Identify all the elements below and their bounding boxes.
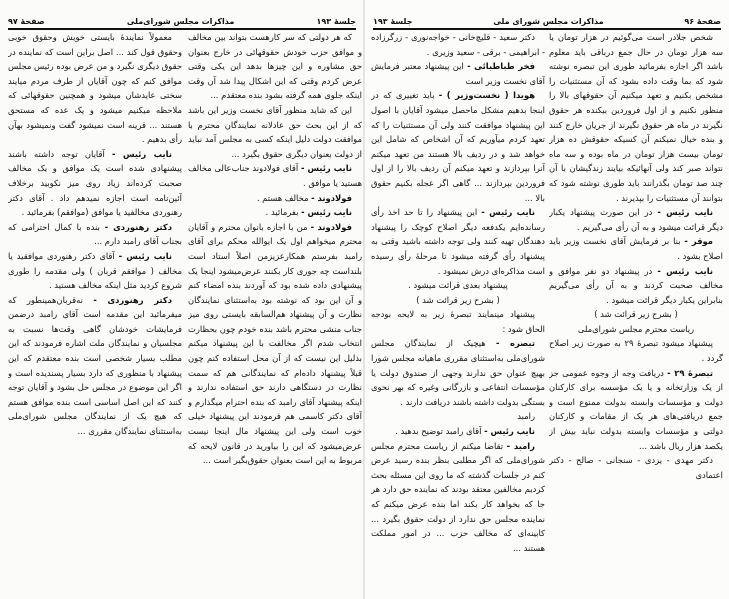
speaker-name: فخر طباطبائی - bbox=[467, 61, 535, 72]
paragraph-text: در این صورت پیشنهاد یکبار دیگر قرائت میشود و به آن رأی می‌گیریم . bbox=[549, 207, 723, 232]
paragraph-text: ریاست محترم مجلس شورای‌ملی bbox=[577, 323, 695, 334]
text-paragraph bbox=[371, 30, 545, 59]
speaker-name: فولادوند - bbox=[311, 192, 352, 203]
speech-paragraph bbox=[549, 234, 723, 263]
page-number: صفحهٔ ۹۶ bbox=[684, 17, 721, 26]
speaker-name: هویدا ( نخست‌وزیر ) - bbox=[438, 90, 535, 101]
paragraph-text: آقایان توجه داشته باشند پیشنهادی شده است یک موافق و یک مخالف صحبت کرده‌اند زیاد روی میز نکوبید برخلاف آئین‌نامه است اجازه نمیدهم داد . آقای دکتر رهنوردی مخالفید یا موافق (موافقم) بفرمائید . bbox=[8, 148, 182, 218]
paragraph-text: دریافت وجه از وجوه عمومی جز از یک وزارتخانه و یا یک مؤسسه برای کارکنان دولت و مؤسسات وابسته بدولت ممنوع است و جمع دریافتی‌های هر یک از مقامات و کارکنان دولتی و مؤسسات وابسته بدولت نباید بیش از یکصد هزار ریال باشد ... bbox=[549, 367, 723, 451]
paragraph-text: که هر دولتی که سر کارهست بتواند بین مخالف و موافق حزب خودش حقوقهائی در خارج بعنوان حق مشاوره و این چیزها بدهد این یکی وقتی عرض کردم وقتی که این اشکال پیدا شد آن وقت اینکه جلوی همه گرفته بشود بنده معتقدم ... bbox=[188, 32, 362, 101]
speech-paragraph bbox=[188, 191, 362, 206]
paragraph-text: هیچیک از نمایندگان مجلس شورای‌ملی به‌استثنای مقرری ماهیانه مجلس شورا بهیچ عنوان حق ندارند وجهی از صندوق دولت یا مؤسسات انتفاعی و بازرگانی وغیره که بهر نحوی بستگی بدولت داشته باشند دریافت دارند . bbox=[371, 338, 545, 407]
text-paragraph bbox=[549, 30, 723, 205]
session-number: جلسهٔ ۱۹۳ bbox=[316, 17, 356, 26]
speech-paragraph bbox=[371, 336, 545, 409]
paragraph-text: نه‌قربان‌همینطور که میفرمائید این مقدمه است آقای رامبد درضمن فرمایشات خودشان گاهی وقت‌ها نسبت به مجلسیان و نمایندگان ملت اشاره فرمودند که این مطلب بسیار شخصی است بنده معتقدم که این پیشنهاد با منظوری که دارد بسیار پسندیده است و اگر این موضوع در مجلس حل بشود و آقایان توجه کنند که این اصل اساسی است بنده موافق هستم که هیچ یک از نمایندگان مجلس شورای‌ملی به‌استثنای نمایندگان مقرری ... bbox=[8, 294, 182, 437]
paragraph-text: این پیشنهاد معتبر فرمایش آقای نخست وزیر است bbox=[371, 61, 545, 86]
page-header bbox=[373, 14, 721, 30]
text-paragraph bbox=[371, 293, 545, 308]
paragraph-text: معمولاً نمایندهٔ بایستی خویش وحقوق خوبی وحقوق قول کند ... اصل براین است که نماینده در حقوق دیگری نگیرد و من عرض بوده رئیس مجلس موافق کنم که چون آقایان از طرف مردم میایند سختی عایدشان میشود و همچنین حقوقهائی که ملاحظه میکنیم میشود و یک عده که مستحق هستند ... قرینه است نمیشود گفت ونمیشود بهآن رأی بدهیم . bbox=[8, 32, 182, 145]
paragraph-text: بفرمائید . bbox=[265, 207, 299, 218]
speaker-name: نایب رئیس - bbox=[118, 250, 172, 261]
speech-paragraph bbox=[8, 147, 182, 220]
speaker-name: نایب رئیس - bbox=[657, 207, 713, 218]
text-column-left bbox=[371, 30, 545, 592]
speech-paragraph bbox=[8, 220, 182, 249]
speaker-name: موقر - bbox=[684, 236, 713, 247]
paragraph-text: پیشنهاد میشود تبصرهٔ ۲۹ به صورت زیر اصلاح گردد . bbox=[549, 338, 723, 364]
speech-paragraph bbox=[549, 366, 723, 454]
speech-paragraph bbox=[371, 205, 545, 278]
left-page bbox=[0, 0, 364, 599]
running-title: مذاکرات مجلس شورای‌ملی bbox=[126, 17, 235, 26]
speaker-name: تبصره - bbox=[495, 338, 535, 349]
text-paragraph bbox=[549, 307, 723, 322]
running-title: مذاکرات مجلس شورای ملی bbox=[493, 17, 604, 26]
speaker-name: فولادوند - bbox=[310, 221, 352, 232]
paragraph-text: بنده با کمال احترامی که بجناب آقای رامبد دارم ... bbox=[8, 221, 182, 247]
paragraph-text: دکتر مهدی - یزدی - سنجانی - صالح - دکتر اعتمادی bbox=[549, 455, 723, 480]
speech-paragraph bbox=[371, 59, 545, 88]
paragraph-text: مخالف هستم . bbox=[256, 192, 309, 203]
speaker-name: تبصرهٔ ۲۹ - bbox=[667, 367, 713, 378]
speaker-name: نایب رئیس - bbox=[484, 426, 535, 437]
paragraph-text: پیشنهاد مینمایند تبصرهٔ زیر به لایحه بودجه الحاق شود : bbox=[371, 309, 545, 334]
speaker-name: نایب رئیس - bbox=[481, 207, 535, 218]
text-paragraph bbox=[371, 307, 545, 336]
paragraph-text: من با اجازه بانوان محترم و آقایان محترم میخواهم اول یک ایوالله محکم برای آقای رامبد بفرستم همکارعزیزمن اصلاً استاد است بلنداست چه جوری کار بکنند عرض‌میشود اینجا یک پیشنهادی داده شده بود که آوردند بنده امضاء کنم و آن این بود که نوشته بود به‌استثنای نمایندگان نظارت و آن پیشنهاد هم‌السابقه بایستی روی میز جناب منشی محترم باشد بنده خودم چون بحظارت انتخاب شدم اگر مخالفت با این پیشنهاد میکنم بدلیل این نیست که از آن محل استفاده کنم چون قبلاً پیشنهاد داده‌ام که نمایندگانی هم که سمت نظارت در دستگاهی دارند حق استفاده ندارند و اینکه پیشنهاد آقای رامبد که بنده احترام میگذارم و آقای دکتر کاسمی هم فرمودند این پیشنهاد خیلی خوب است ولی این پیشنهاد مال اینجا نیست عرض‌میشود که این را بیاورید در قانون لایحه که مربوط به این است بعنوان حقوق‌بگیر است ... bbox=[188, 221, 362, 466]
text-paragraph bbox=[371, 278, 545, 293]
text-column-right bbox=[188, 30, 362, 592]
page-header bbox=[8, 14, 356, 30]
paragraph-text: ( بشرح زیر قرائت شد ) bbox=[594, 309, 678, 320]
paragraph-text: ( بشرح زیر قرائت شد ) bbox=[416, 294, 500, 305]
speaker-name: نایب رئیس - bbox=[301, 207, 352, 218]
paragraph-text: رامبد bbox=[517, 411, 535, 422]
text-column-left bbox=[8, 30, 182, 592]
paragraph-text: این که شاید منظور آقای نخست وزیر این باشد که از این بحث حق عادلانه نمایندگان محترم با موافقت دولت دلیل اینکه کسی به مجلس آمد نباید از دولت بعنوان دیگری حقوق بگیرد ... bbox=[188, 104, 362, 159]
paragraph-text: این پیشنهاد را تا حد اخذ رأی رسانده‌ایم یکدفعه دیگر اصلاح کوچک را پیشنهاد دهندگان تهیه کنند ولی توجه داشته باشید وقتی به پیشنهاد رأی گرفته میشود تا مرحلهٔ رأی رسیده است مذاکره‌ای درش نمیشود . bbox=[371, 207, 545, 276]
paragraph-text: آقای فولادوند جناب‌عالی مخالف هستید یا موافق . bbox=[188, 163, 362, 188]
paragraph-text: آقای دکتر رهنوردی موافقید یا مخالف ( موافقم قربان ) ولی مقدمه را طوری شروع کردید مثل اینکه مخالف هستید . bbox=[8, 250, 182, 291]
paragraph-text: آقای رامبد توضیح بدهید . bbox=[395, 426, 482, 437]
paragraph-text: در پیشنهاد دو نفر موافق و مخالف صحبت کردند و به آن رأی می‌گیریم بنابراین یکبار دیگر قرائت میشود . bbox=[549, 265, 723, 305]
speaker-name: نایب رئیس - bbox=[657, 265, 713, 276]
speech-paragraph bbox=[188, 220, 362, 468]
text-paragraph bbox=[549, 336, 723, 365]
speech-paragraph bbox=[549, 205, 723, 234]
speaker-name: دکتر رهنوردی - bbox=[104, 221, 172, 232]
speech-paragraph bbox=[188, 161, 362, 190]
speech-paragraph bbox=[8, 293, 182, 439]
speech-paragraph bbox=[371, 88, 545, 205]
speaker-name: دکتر رهنوردی - bbox=[93, 294, 173, 305]
speech-paragraph bbox=[371, 439, 545, 556]
session-number: جلسهٔ ۱۹۳ bbox=[373, 17, 413, 26]
speaker-name: نایب رئیس - bbox=[112, 148, 172, 159]
paragraph-text: تقاضا میکنم از ریاست محترم مجلس شورای‌ملی که اگر مطلبی بنظر بنده رسید عرض کنم در جلسات گذشته که ما روی این مسئله بحث کردیم مخالفین معتقد بودند که نماینده حق دارد هر جا که بخواهد کار بکند اما بنده عرض میکنم که نماینده مجلس حق ندارد از دولت حقوق بگیرد ... کابینه‌ای که مخالف حزب ... در امور مملکت هستند ... bbox=[371, 440, 545, 553]
text-paragraph bbox=[371, 409, 545, 424]
right-page bbox=[365, 0, 729, 599]
speech-paragraph bbox=[549, 264, 723, 308]
text-paragraph bbox=[8, 30, 182, 147]
paragraph-text: پیشنهاد بعدی قرائت میشود . bbox=[408, 280, 508, 291]
speech-paragraph bbox=[188, 205, 362, 220]
text-paragraph bbox=[549, 453, 723, 482]
speech-paragraph bbox=[8, 249, 182, 293]
text-paragraph bbox=[188, 30, 362, 103]
paragraph-text: شخص جلادر است می‌گوئیم در هزار تومان یا سه هزار تومان در حال جمع درباقی باید معلوم باشد اگر اجازه بفرمائید طوری این تبصره نوشته شود که بما وقت داده بشود که آن مستثنیات را مشخص بکنیم و تعهد میکنیم آن حقوقهای بالا را منظور نکنیم و از اول فروردین بیکنده هر حقوق نگیرند در ماه هر حقوق نگیرند از جریان خارج کنند و بنده خیال نمیکنم آن کسیکه حقوقش ده هزار تومان بیست هزار تومان در ماه بوده و سه ماه نتواند صبر کند ولی آنهائیکه بیایند زندگیشان با آن چند صد تومان بگذرانند باید طوری نوشته شود که بتوانند آن مستثنیات را بپذیرند . bbox=[549, 32, 723, 203]
text-column-right bbox=[549, 30, 723, 592]
page-number: صفحهٔ ۹۷ bbox=[8, 17, 45, 26]
paragraph-text: بنا بر فرمایش آقای نخست وزیر باید اصلاح بشود . bbox=[549, 236, 723, 261]
paragraph-text: باید تغییری که در اینجا بدهیم مشکل ماحصل میشود آقایان با اصول این پیشنهاد موافقت کنند ولی آن مستثنیات را که تعهد کردم میآوریم که آن اشخاص که شامل این خواهد شد و در ردیف بالا هستند من تعهد میکنم آنرا بپردازند و تعهد میکنم آن ردیف بالا را از اول فروردین بپردازند ... گاهی اگر عجله بکنیم حقوق بالا ... bbox=[371, 90, 545, 203]
text-paragraph bbox=[188, 103, 362, 161]
speaker-name: نایب رئیس - bbox=[300, 163, 352, 174]
speech-paragraph bbox=[371, 424, 545, 439]
paragraph-text: دکتر سعید - قلیچ‌خانی - خواجه‌نوری - زرگرزاده - ابراهیمی - برقی - سعید وزیری . bbox=[371, 32, 545, 57]
speaker-name: رامبد - bbox=[506, 440, 535, 451]
text-paragraph bbox=[549, 322, 723, 337]
